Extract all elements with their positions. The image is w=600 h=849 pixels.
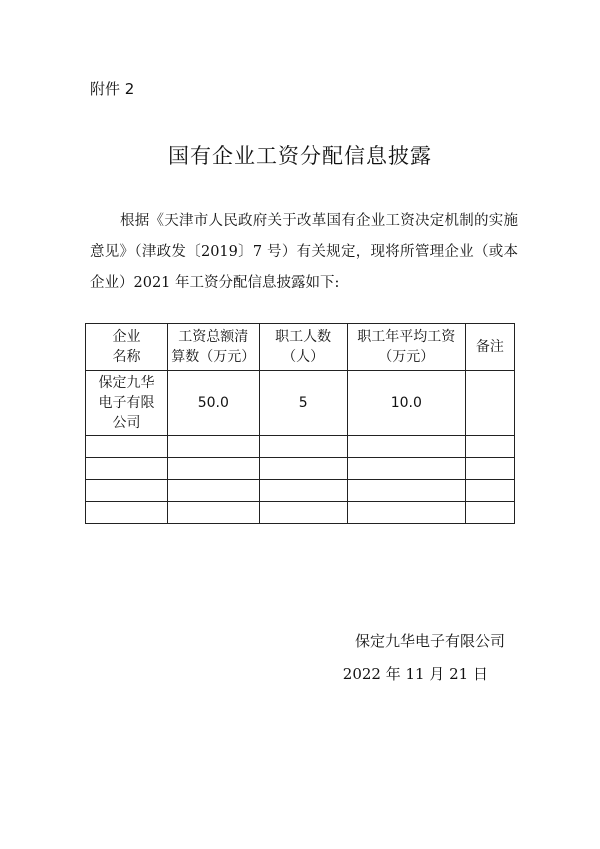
- table-row: [86, 371, 515, 436]
- header-employee-count: 职工人数 （人）: [259, 324, 347, 371]
- cell-average-wage: 10.0: [347, 371, 465, 436]
- table-header-row: [86, 324, 515, 371]
- wage-disclosure-table: [85, 323, 515, 524]
- header-total-wage: 工资总额清 算数（万元）: [167, 324, 259, 371]
- table-row-empty: [86, 480, 515, 502]
- cell-company-name: 保定九华 电子有限 公司: [86, 371, 168, 436]
- document-title: 国有企业工资分配信息披露: [168, 144, 432, 168]
- cell-total-wage: 50.0: [167, 371, 259, 436]
- header-company-name: 企业 名称: [86, 324, 168, 371]
- intro-paragraph: 根据《天津市人民政府关于改革国有企业工资决定机制的实施意见》（津政发〔2019〕7 号）有关规定，现将所管理企业（或本企业）2021 年工资分配信息披露如下:: [90, 213, 518, 291]
- table-row-empty: [86, 458, 515, 480]
- signature-company: 保定九华电子有限公司: [354, 632, 505, 650]
- table-row-empty: [86, 502, 515, 524]
- table-row-empty: [86, 436, 515, 458]
- cell-employee-count: 5: [259, 371, 347, 436]
- header-average-wage: 职工年平均工资 （万元）: [347, 324, 465, 371]
- cell-remarks: [465, 371, 514, 436]
- signature-date: 2022 年 11 月 21 日: [342, 665, 488, 683]
- attachment-label: 附件 2: [90, 80, 135, 98]
- header-remarks: 备注: [465, 324, 514, 371]
